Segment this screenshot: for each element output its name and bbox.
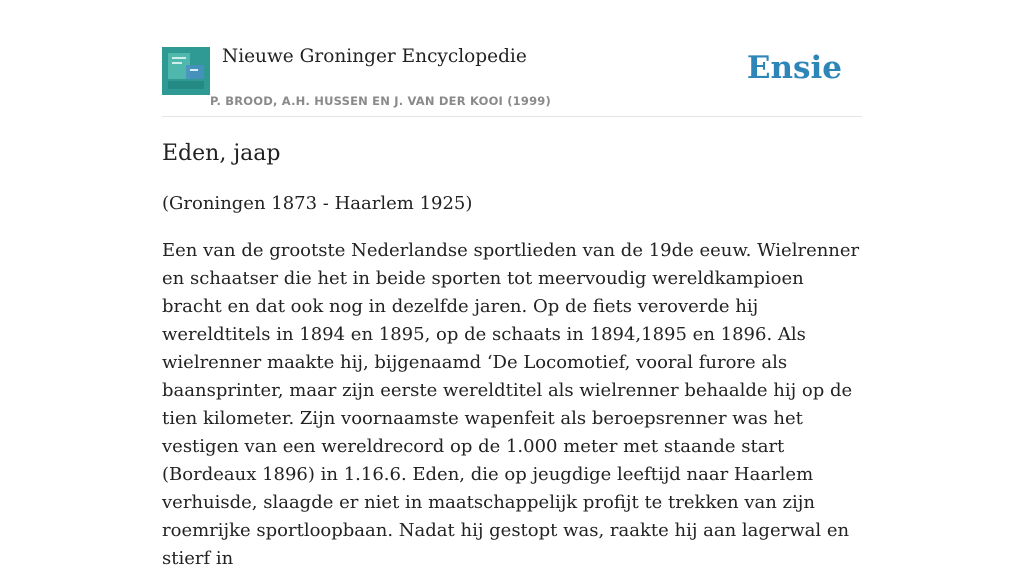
book-title[interactable]: Nieuwe Groninger Encyclopedie — [222, 46, 527, 67]
book-cover-icon[interactable] — [162, 47, 210, 95]
header — [162, 44, 862, 117]
ensie-logo[interactable]: Ensie — [746, 50, 842, 86]
entry-body-text: Een van de grootste Nederlandse sportlieden van de 19de eeuw. Wielrenner en schaatser die het in beide sporten tot meervoudig wereldkampioen bracht en dat ook nog in dezelfde jaren. Op de fiets veroverde hij wereldtitels in 1894 en 1895, op de schaats in 1894,1895 en 1896. Als wielrenner maakte hij, bijgenaamd ‘De Locomotief, vooral furore als baansprinter, maar zijn eerste wereldtitel als wielrenner behaalde hij op de tien kilometer. Zijn voornaamste wapenfeit als beroepsrenner was het vestigen van een wereldrecord op de 1.000 meter met staande start (Bordeaux 1896) in 1.16.6. Eden, die op jeugdige leeftijd naar Haarlem verhuisde, slaagde er niet in maatschappelijk profijt te trekken van zijn roemrijke sportloopbaan. Nadat hij gestopt was, raakte hij aan lagerwal en stierf in — [162, 240, 860, 569]
entry-lifespan: (Groningen 1873 - Haarlem 1925) — [162, 193, 473, 214]
entry-title: Eden, jaap — [162, 141, 281, 166]
book-authors: P. BROOD, A.H. HUSSEN EN J. VAN DER KOOI (1999) — [210, 94, 551, 108]
book-cover-thumbnail — [162, 47, 210, 95]
entry-content — [162, 140, 862, 573]
